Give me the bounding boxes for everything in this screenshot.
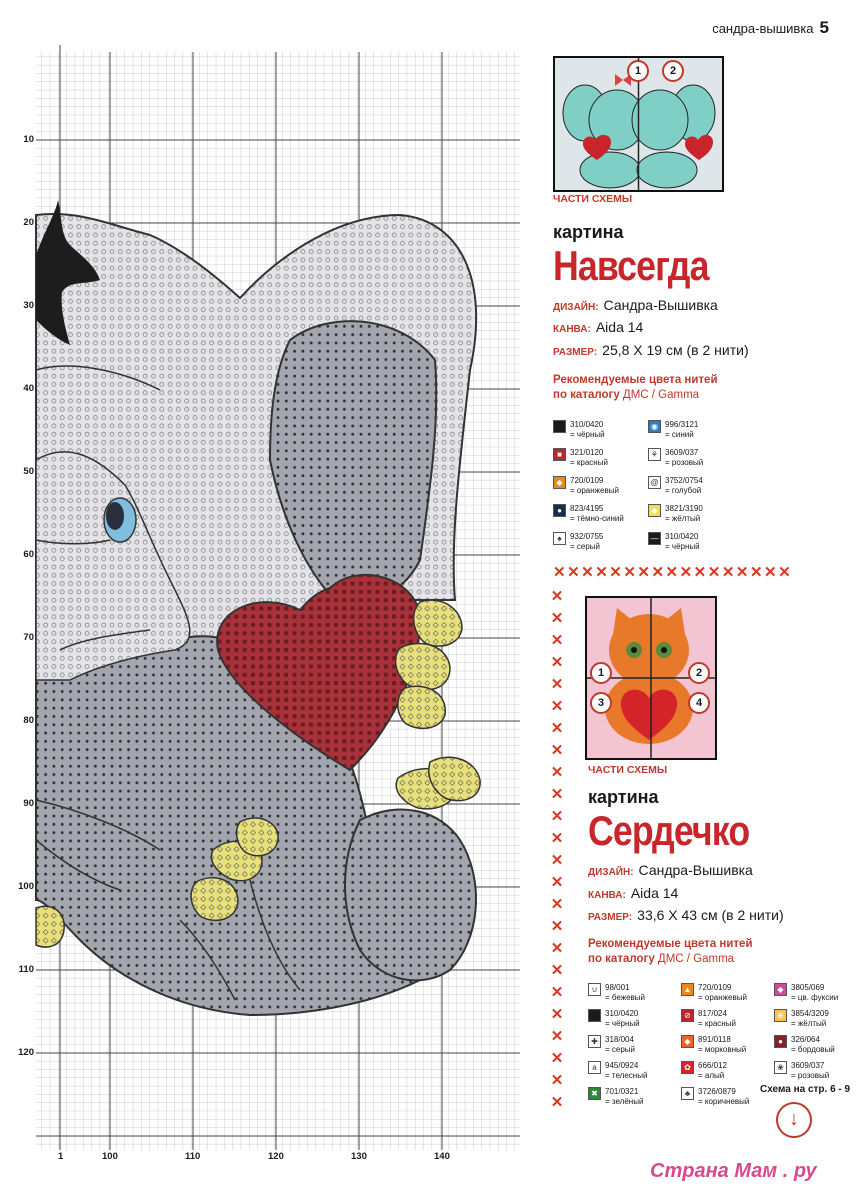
thread-color-name: = красный (570, 457, 608, 467)
color-swatch: ⚘ (648, 448, 661, 461)
color-swatch: ◉ (648, 420, 661, 433)
thread-color-name: = розовый (665, 457, 704, 467)
page-header (712, 18, 829, 38)
thread-code: 3609/037 (665, 448, 699, 457)
legend-item (648, 420, 698, 439)
thread-color-name: = зелёный (605, 1096, 644, 1106)
watermark: Страна Мам . ру (650, 1160, 817, 1182)
color-swatch: ▲ (681, 983, 694, 996)
thread-code: 720/0109 (698, 983, 732, 992)
thread-color-name: = жёлтый (665, 513, 701, 523)
row-label: 100 (18, 881, 34, 892)
legend-item (553, 448, 608, 467)
color-swatch: ⊘ (681, 1009, 694, 1022)
thread-color-name: = чёрный (605, 1018, 640, 1028)
row-label: 50 (23, 466, 34, 477)
row-label: 120 (18, 1047, 34, 1058)
legend-item (588, 983, 645, 1002)
design-line: ДИЗАЙН: Сандра-Вышивка (553, 297, 718, 313)
parts-caption: ЧАСТИ СХЕМЫ (553, 193, 633, 205)
thread-code: 3752/0754 (665, 476, 703, 485)
thread-color-name: = красный (698, 1018, 736, 1028)
color-swatch: ◆ (681, 1035, 694, 1048)
thread-code: 996/3121 (665, 420, 699, 429)
legend-item (553, 420, 605, 439)
row-label: 110 (18, 964, 34, 975)
color-swatch: ∪ (588, 983, 601, 996)
row-label: 70 (23, 632, 34, 643)
legend-item (588, 1009, 640, 1028)
legend-item (588, 1087, 643, 1106)
page-number: 5 (819, 18, 829, 37)
thread-code: 666/012 (698, 1061, 727, 1070)
recommended-threads: Рекомендуемые цвета нитей по каталогу ДМС / Gamma (553, 374, 718, 401)
color-swatch: a (588, 1061, 601, 1074)
thread-code: 310/0420 (570, 420, 604, 429)
thread-code: 823/4195 (570, 504, 604, 513)
legend-item (648, 448, 703, 467)
legend-item (553, 532, 603, 551)
thread-code: 817/024 (698, 1009, 727, 1018)
color-swatch (553, 420, 566, 433)
thread-color-name: = чёрный (665, 541, 700, 551)
color-swatch: ● (553, 504, 566, 517)
leg (345, 810, 476, 981)
thread-color-name: = оранжевый (698, 992, 747, 1002)
part-marker-1: 1 (627, 60, 649, 82)
col-label: 110 (185, 1151, 201, 1162)
thread-code: 318/004 (605, 1035, 634, 1044)
cross-stitch-chart (0, 40, 520, 1160)
thread-code: 326/064 (791, 1035, 820, 1044)
color-swatch: ✚ (588, 1035, 601, 1048)
legend-item (588, 1061, 647, 1080)
arrow-down-icon: ↓ (776, 1102, 812, 1138)
thread-code: 3609/037 (791, 1061, 825, 1070)
pattern-subtitle: картина (588, 787, 659, 807)
col-label: 130 (351, 1151, 367, 1162)
col-label: 120 (268, 1151, 284, 1162)
legend-item (681, 1009, 736, 1028)
color-swatch: ♣ (681, 1087, 694, 1100)
canvas-line: КАНВА: Aida 14 (553, 319, 644, 335)
pattern-subtitle: картина (553, 222, 624, 242)
parts-caption: ЧАСТИ СХЕМЫ (588, 764, 668, 776)
color-swatch (588, 1009, 601, 1022)
legend-item (553, 476, 619, 495)
legend-item (681, 1035, 746, 1054)
row-label: 80 (23, 715, 34, 726)
thread-color-name: = бежевый (605, 992, 646, 1002)
legend-item (648, 476, 703, 495)
thread-code: 310/0420 (605, 1009, 639, 1018)
color-swatch: ■ (553, 448, 566, 461)
thread-color-name: = оранжевый (570, 485, 619, 495)
part-marker-4: 4 (688, 692, 710, 714)
recommended-threads: Рекомендуемые цвета нитей по каталогу ДМС / Gamma (588, 938, 753, 965)
color-swatch: — (648, 532, 661, 545)
color-swatch: ✖ (588, 1087, 601, 1100)
size-line: РАЗМЕР: 25,8 X 19 см (в 2 нити) (553, 342, 749, 358)
legend-item (553, 504, 624, 523)
thread-code: 932/0755 (570, 532, 604, 541)
thread-code: 321/0120 (570, 448, 604, 457)
cross-border-left: ✕ ✕ ✕ ✕ ✕ ✕ ✕ ✕ ✕ ✕ ✕ ✕ ✕ ✕ ✕ ✕ ✕ ✕ ✕ ✕ ✕ ✕ ✕ ✕ (550, 588, 564, 1111)
row-label: 40 (23, 383, 34, 394)
row-label: 60 (23, 549, 34, 560)
legend-item (588, 1035, 635, 1054)
row-label: 10 (23, 134, 34, 145)
thread-code: 891/0118 (698, 1035, 731, 1044)
thread-code: 701/0321 (605, 1087, 639, 1096)
thread-color-name: = цв. фуксии (791, 992, 839, 1002)
part-marker-2: 2 (662, 60, 684, 82)
thread-color-name: = коричневый (698, 1096, 750, 1106)
color-swatch: @ (648, 476, 661, 489)
thread-code: 3854/3209 (791, 1009, 829, 1018)
thread-color-name: = тёмно-синий (570, 513, 624, 523)
row-label: 30 (23, 300, 34, 311)
thread-code: 720/0109 (570, 476, 604, 485)
color-swatch: ⊕ (774, 1009, 787, 1022)
canvas-line: КАНВА: Aida 14 (588, 885, 679, 901)
thread-color-name: = жёлтый (791, 1018, 827, 1028)
thread-code: 3821/3190 (665, 504, 703, 513)
color-swatch: ◆ (774, 983, 787, 996)
thread-color-name: = телесный (605, 1070, 648, 1080)
thread-code: 3726/0879 (698, 1087, 736, 1096)
thread-color-name: = синий (665, 429, 694, 439)
color-swatch: ✿ (681, 1061, 694, 1074)
see-pages-note: Схема на стр. 6 - 9 (760, 1084, 851, 1095)
col-label: 1 (58, 1151, 64, 1162)
col-label: 140 (434, 1151, 450, 1162)
magazine-title: сандра-вышивка (712, 21, 814, 36)
row-label: 90 (23, 798, 34, 809)
legend-item (681, 1087, 749, 1106)
thread-color-name: = чёрный (570, 429, 605, 439)
design-line: ДИЗАЙН: Сандра-Вышивка (588, 862, 753, 878)
thread-color-name: = алый (698, 1070, 725, 1080)
part-marker-2: 2 (688, 662, 710, 684)
size-line: РАЗМЕР: 33,6 X 43 см (в 2 нити) (588, 907, 784, 923)
thread-color-name: = розовый (791, 1070, 830, 1080)
pattern-title: Сердечко (588, 807, 750, 854)
legend-item (648, 504, 703, 523)
legend-item (774, 1061, 829, 1080)
legend-item (774, 1009, 829, 1028)
legend-item (774, 983, 838, 1002)
color-swatch: ● (774, 1035, 787, 1048)
thread-color-name: = бордовый (791, 1044, 835, 1054)
legend-item (681, 983, 747, 1002)
thread-color-name: = серый (605, 1044, 636, 1054)
row-label: 20 (23, 217, 34, 228)
thread-color-name: = серый (570, 541, 601, 551)
thread-code: 310/0420 (665, 532, 699, 541)
thread-color-name: = голубой (665, 485, 702, 495)
pattern-title: Навсегда (553, 242, 709, 289)
legend-item (681, 1061, 727, 1080)
thread-code: 945/0924 (605, 1061, 639, 1070)
legend-item (774, 1035, 835, 1054)
color-swatch: ♠ (553, 532, 566, 545)
thread-color-name: = морковный (698, 1044, 747, 1054)
color-swatch: ❀ (774, 1061, 787, 1074)
color-swatch: ◆ (648, 504, 661, 517)
legend-item (648, 532, 700, 551)
thread-code: 98/001 (605, 983, 630, 992)
col-label: 100 (102, 1151, 118, 1162)
cross-border-top: ✕✕✕✕✕✕✕✕✕✕✕✕✕✕✕✕✕ (553, 564, 793, 581)
part-marker-3: 3 (590, 692, 612, 714)
thread-code: 3805/069 (791, 983, 825, 992)
color-swatch: ◆ (553, 476, 566, 489)
part-marker-1: 1 (590, 662, 612, 684)
